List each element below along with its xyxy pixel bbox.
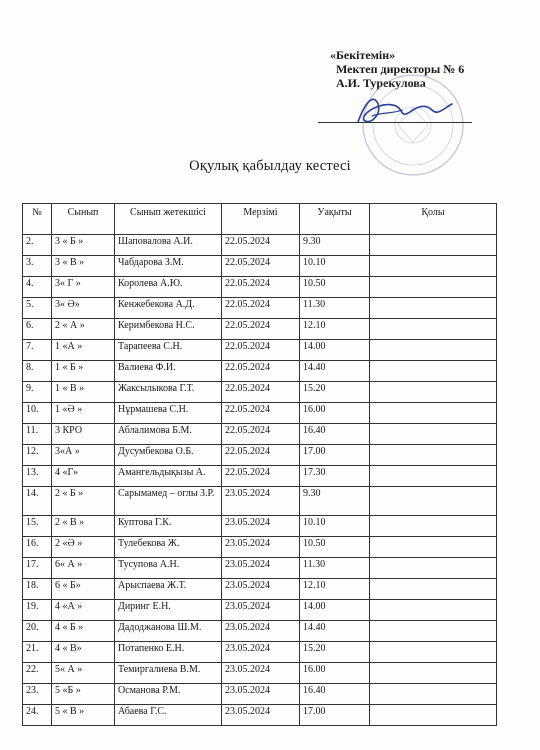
table-row <box>23 298 497 319</box>
table-row <box>23 319 497 340</box>
row-date: 22.05.2024 <box>222 445 300 466</box>
row-teacher: Дусумбекова О.Б. <box>115 445 222 466</box>
table-row <box>23 705 497 726</box>
row-number: 11. <box>23 424 52 445</box>
row-teacher: Нұрмашева С.Н. <box>115 403 222 424</box>
row-time: 11.30 <box>300 558 370 579</box>
row-class: 5 « В » <box>52 705 115 726</box>
row-number: 17. <box>23 558 52 579</box>
row-date: 22.05.2024 <box>222 340 300 361</box>
row-teacher: Куптова Г.К. <box>115 516 222 537</box>
row-number: 12. <box>23 445 52 466</box>
row-teacher: Дадоджанова Ш.М. <box>115 621 222 642</box>
row-class: 6 « Б» <box>52 579 115 600</box>
row-class: 4 «Г» <box>52 466 115 487</box>
table-row <box>23 382 497 403</box>
row-teacher: Королева А.Ю. <box>115 277 222 298</box>
row-time: 16.00 <box>300 663 370 684</box>
row-number: 14. <box>23 487 52 516</box>
row-class: 2 « Б » <box>52 487 115 516</box>
row-date: 23.05.2024 <box>222 579 300 600</box>
row-teacher: Потапенко Е.Н. <box>115 642 222 663</box>
row-class: 3 « В » <box>52 256 115 277</box>
row-class: 5« А » <box>52 663 115 684</box>
row-teacher: Абаева Г.С. <box>115 705 222 726</box>
row-class: 3«А » <box>52 445 115 466</box>
row-number: 24. <box>23 705 52 726</box>
row-teacher: Амангельдықызы А. <box>115 466 222 487</box>
table-row <box>23 361 497 382</box>
row-signature <box>370 319 497 340</box>
row-date: 23.05.2024 <box>222 516 300 537</box>
row-signature <box>370 382 497 403</box>
row-time: 9.30 <box>300 235 370 256</box>
row-signature <box>370 256 497 277</box>
table-row <box>23 579 497 600</box>
signature-line <box>318 122 472 123</box>
col-header-teacher: Сынып жетекшісі <box>115 204 222 235</box>
row-class: 5 «Б » <box>52 684 115 705</box>
col-header-time: Уақыты <box>300 204 370 235</box>
row-teacher: Шаповалова А.И. <box>115 235 222 256</box>
approval-heading: «Бекітемін» <box>330 48 396 62</box>
row-number: 19. <box>23 600 52 621</box>
row-date: 22.05.2024 <box>222 277 300 298</box>
approval-position: Мектеп директоры № 6 <box>336 62 465 76</box>
row-number: 20. <box>23 621 52 642</box>
table-row <box>23 445 497 466</box>
table-row <box>23 537 497 558</box>
row-class: 2 «Ә » <box>52 537 115 558</box>
row-class: 3« Ә» <box>52 298 115 319</box>
row-signature <box>370 558 497 579</box>
row-date: 22.05.2024 <box>222 382 300 403</box>
row-teacher: Сарымамед – оглы З.Р. <box>115 487 222 516</box>
row-number: 9. <box>23 382 52 403</box>
table-row <box>23 487 497 516</box>
row-number: 13. <box>23 466 52 487</box>
row-time: 14.40 <box>300 621 370 642</box>
table-row <box>23 558 497 579</box>
row-class: 3 КРО <box>52 424 115 445</box>
table-row <box>23 621 497 642</box>
row-time: 14.00 <box>300 600 370 621</box>
row-teacher: Чабдарова З.М. <box>115 256 222 277</box>
col-header-signature: Қолы <box>370 204 497 235</box>
row-signature <box>370 361 497 382</box>
row-number: 7. <box>23 340 52 361</box>
row-teacher: Диринг Е.Н. <box>115 600 222 621</box>
row-number: 23. <box>23 684 52 705</box>
row-date: 23.05.2024 <box>222 663 300 684</box>
row-signature <box>370 277 497 298</box>
row-signature <box>370 340 497 361</box>
director-signature <box>352 86 462 136</box>
row-date: 23.05.2024 <box>222 558 300 579</box>
row-number: 3. <box>23 256 52 277</box>
table-row <box>23 600 497 621</box>
row-teacher: Темиргалиева В.М. <box>115 663 222 684</box>
col-header-class: Сынып <box>52 204 115 235</box>
row-class: 1 «Ә » <box>52 403 115 424</box>
row-teacher: Кенжебекова А.Д. <box>115 298 222 319</box>
row-time: 12.10 <box>300 579 370 600</box>
row-signature <box>370 487 497 516</box>
row-date: 22.05.2024 <box>222 256 300 277</box>
row-date: 22.05.2024 <box>222 235 300 256</box>
row-date: 22.05.2024 <box>222 424 300 445</box>
row-date: 22.05.2024 <box>222 403 300 424</box>
table-header-row <box>23 204 497 235</box>
row-date: 23.05.2024 <box>222 684 300 705</box>
row-time: 16.00 <box>300 403 370 424</box>
row-time: 15.20 <box>300 382 370 403</box>
row-signature <box>370 684 497 705</box>
row-time: 17.30 <box>300 466 370 487</box>
page-title: Оқулық қабылдау кестесі <box>189 158 351 174</box>
row-teacher: Аблалимова Б.М. <box>115 424 222 445</box>
row-teacher: Тулебекова Ж. <box>115 537 222 558</box>
row-number: 15. <box>23 516 52 537</box>
row-time: 14.40 <box>300 361 370 382</box>
row-time: 16.40 <box>300 424 370 445</box>
row-signature <box>370 642 497 663</box>
row-class: 3« Г » <box>52 277 115 298</box>
row-signature <box>370 705 497 726</box>
table-row <box>23 256 497 277</box>
row-date: 23.05.2024 <box>222 487 300 516</box>
row-signature <box>370 403 497 424</box>
row-signature <box>370 424 497 445</box>
row-signature <box>370 663 497 684</box>
row-signature <box>370 516 497 537</box>
row-class: 3 « Б » <box>52 235 115 256</box>
row-time: 15.20 <box>300 642 370 663</box>
row-class: 4 « В» <box>52 642 115 663</box>
row-class: 4 «А » <box>52 600 115 621</box>
row-time: 11.30 <box>300 298 370 319</box>
row-teacher: Керимбекова Н.С. <box>115 319 222 340</box>
row-signature <box>370 445 497 466</box>
row-number: 22. <box>23 663 52 684</box>
table-row <box>23 403 497 424</box>
row-date: 23.05.2024 <box>222 642 300 663</box>
textbook-schedule-table <box>22 203 497 726</box>
row-date: 23.05.2024 <box>222 621 300 642</box>
row-signature <box>370 621 497 642</box>
row-time: 17.00 <box>300 705 370 726</box>
col-header-date: Мерзімі <box>222 204 300 235</box>
table-row <box>23 277 497 298</box>
table-row <box>23 684 497 705</box>
row-class: 4 « Б » <box>52 621 115 642</box>
col-header-number: № <box>23 204 52 235</box>
row-time: 16.40 <box>300 684 370 705</box>
table-row <box>23 340 497 361</box>
row-date: 22.05.2024 <box>222 361 300 382</box>
row-date: 23.05.2024 <box>222 705 300 726</box>
row-date: 22.05.2024 <box>222 298 300 319</box>
row-number: 6. <box>23 319 52 340</box>
row-time: 10.10 <box>300 256 370 277</box>
row-date: 22.05.2024 <box>222 319 300 340</box>
row-time: 10.10 <box>300 516 370 537</box>
row-time: 17.00 <box>300 445 370 466</box>
row-class: 1 « В » <box>52 382 115 403</box>
row-number: 2. <box>23 235 52 256</box>
row-number: 5. <box>23 298 52 319</box>
row-number: 10. <box>23 403 52 424</box>
row-number: 16. <box>23 537 52 558</box>
table-row <box>23 466 497 487</box>
row-signature <box>370 298 497 319</box>
row-number: 4. <box>23 277 52 298</box>
row-teacher: Арыспаева Ж.Т. <box>115 579 222 600</box>
row-number: 8. <box>23 361 52 382</box>
row-class: 1 « Б » <box>52 361 115 382</box>
row-signature <box>370 235 497 256</box>
row-class: 2 « В » <box>52 516 115 537</box>
table-row <box>23 663 497 684</box>
row-number: 18. <box>23 579 52 600</box>
table-row <box>23 516 497 537</box>
row-teacher: Тарапеева С.Н. <box>115 340 222 361</box>
approval-director-name: А.И. Турекулова <box>336 76 426 90</box>
row-signature <box>370 579 497 600</box>
row-class: 1 «А » <box>52 340 115 361</box>
row-signature <box>370 537 497 558</box>
row-date: 23.05.2024 <box>222 600 300 621</box>
row-time: 10.50 <box>300 277 370 298</box>
row-date: 22.05.2024 <box>222 466 300 487</box>
row-time: 10.50 <box>300 537 370 558</box>
table-body <box>23 235 497 726</box>
row-time: 9.30 <box>300 487 370 516</box>
table-row <box>23 424 497 445</box>
row-class: 2 « А » <box>52 319 115 340</box>
row-teacher: Тусупова А.Н. <box>115 558 222 579</box>
row-teacher: Валиева Ф.И. <box>115 361 222 382</box>
row-signature <box>370 600 497 621</box>
table-row <box>23 235 497 256</box>
row-teacher: Османова Р.М. <box>115 684 222 705</box>
table-row <box>23 642 497 663</box>
row-signature <box>370 466 497 487</box>
row-class: 6« А » <box>52 558 115 579</box>
row-time: 12.10 <box>300 319 370 340</box>
row-date: 23.05.2024 <box>222 537 300 558</box>
row-teacher: Жаксылыкова Г.Т. <box>115 382 222 403</box>
row-number: 21. <box>23 642 52 663</box>
row-time: 14.00 <box>300 340 370 361</box>
